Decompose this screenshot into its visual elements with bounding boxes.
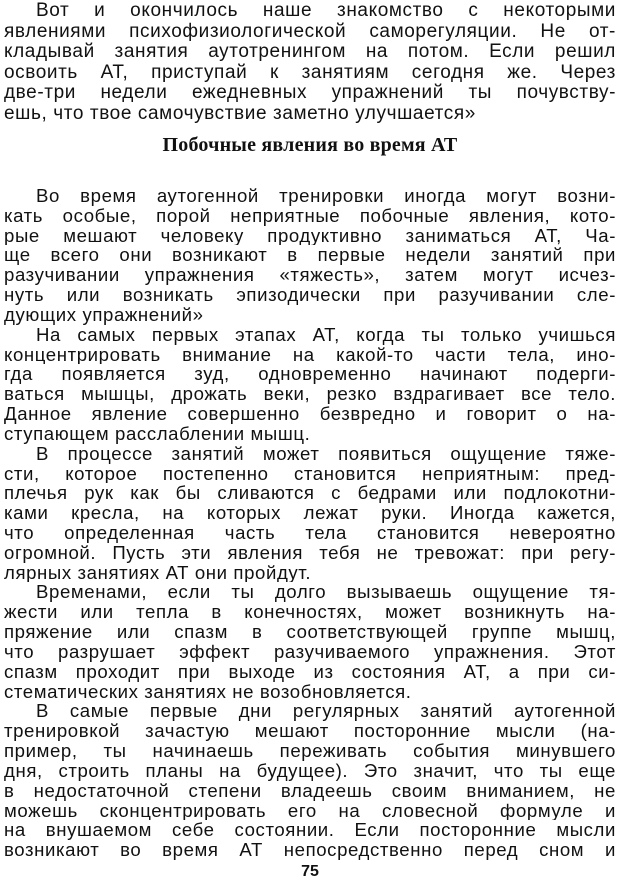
- text-line: Временами, если ты долго вызываешь ощущение тя-: [36, 582, 616, 603]
- text-line: В процессе занятий может появиться ощущение тяже-: [36, 443, 616, 464]
- text-line: пример, ты начинаешь переживать события минувшего: [4, 741, 616, 761]
- page-number: 75: [301, 863, 319, 880]
- text-line: ступающем расслаблении мышц.: [4, 423, 311, 444]
- text-line: Вот и окончилось наше знакомство с некоторыми: [36, 0, 616, 21]
- text-line: На самых первых этапах АТ, когда ты только учишься: [36, 324, 616, 345]
- text-line: две-три недели ежедневных упражнений ты почувству-: [4, 82, 616, 103]
- text-line: что разрушает эффект разучиваемого упражнения. Этот: [4, 641, 616, 662]
- text-line: спазм проходит при выходе из состояния АТ, а при си-: [4, 661, 616, 682]
- text-line: на внушаемом себе состоянии. Если посторонние мысли: [4, 820, 616, 841]
- text-line: ще всего они возникают в первые недели занятий при: [4, 245, 616, 266]
- text-line: можешь сконцентрировать его на словесной формуле и: [4, 800, 616, 821]
- text-line: разучивании упражнения «тяжесть», затем могут исчез-: [4, 265, 616, 286]
- text-line: тренировкой зачастую мешают посторонние мысли (на-: [4, 721, 616, 742]
- section-heading: Побочные явления во время АТ: [162, 134, 458, 156]
- text-line: что определенная часть тела становится невероятно: [4, 523, 616, 543]
- text-line: сти, которое постепенно становится неприятным: пред-: [4, 463, 616, 484]
- text-line: дующих упражнений»: [4, 304, 204, 325]
- text-line: Данное явление совершенно безвредно и говорит о на-: [4, 404, 616, 424]
- text-line: кладывай занятия аутотренингом на потом. Если решил: [4, 41, 616, 62]
- text-line: нуть или возникать эпизодически при разучивании сле-: [4, 285, 616, 305]
- text-line: Во время аутогенной тренировки иногда могут возни-: [36, 186, 616, 206]
- text-line: лярных занятиях АТ они пройдут.: [4, 562, 312, 583]
- text-line: В самые первые дни регулярных занятий аутогенной: [36, 701, 616, 722]
- text-line: ешь, что твое самочувствие заметно улучшается»: [4, 102, 476, 124]
- text-line: плечья рук как бы сливаются с бедрами или подлокотни-: [4, 483, 616, 504]
- text-line: дня, строить планы на будущее). Это значит, что ты еще: [4, 760, 616, 781]
- text-line: ками кресла, на которых лежат руки. Иногда кажется,: [4, 503, 616, 523]
- text-line: стематических занятиях не возобновляется.: [4, 681, 412, 702]
- text-line: возникают во время АТ непосредственно перед сном и: [4, 840, 616, 860]
- text-line: гда появляется зуд, одновременно начинают подерги-: [4, 364, 616, 385]
- text-line: явлениями психофизиологической саморегуляции. Не от-: [4, 20, 616, 42]
- text-line: кать особые, порой неприятные побочные явления, кото-: [4, 205, 616, 226]
- text-line: жести или тепла в конечностях, может возникнуть на-: [4, 602, 616, 623]
- text-line: в недостаточной степени владеешь своим вниманием, не: [4, 780, 616, 801]
- text-line: ваться мышцы, дрожать веки, резко вздрагивает все тело.: [4, 384, 616, 405]
- text-line: огромной. Пусть эти явления тебя не тревожат: при регу-: [4, 542, 616, 563]
- text-line: пряжение или спазм в соответствующей группе мышц,: [4, 622, 616, 642]
- text-line: освоить АТ, приступай к занятиям сегодня же. Через: [4, 61, 616, 83]
- text-line: концентрировать внимание на какой-то части тела, ино-: [4, 344, 616, 365]
- text-line: рые мешают человеку продуктивно заниматься АТ, Ча-: [4, 225, 616, 246]
